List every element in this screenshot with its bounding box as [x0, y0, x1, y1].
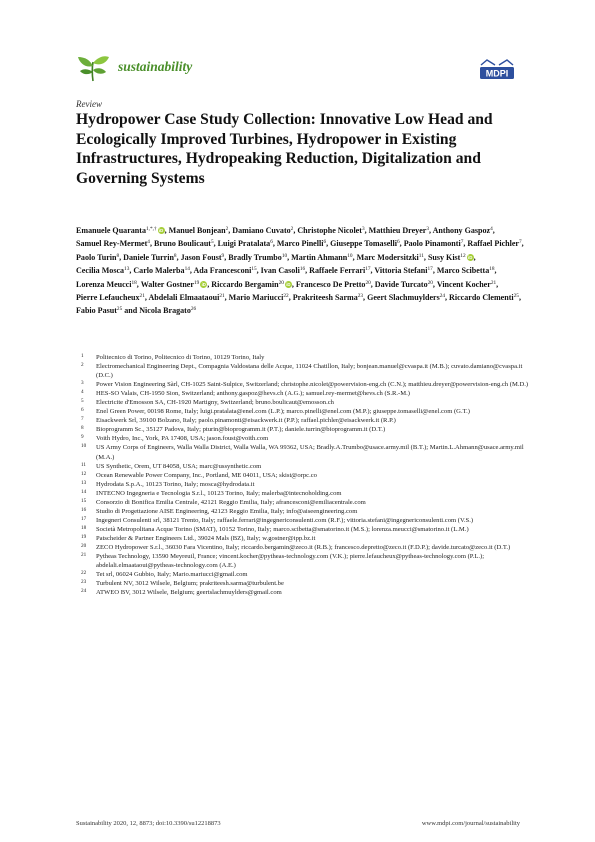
author-name-text: Christophe Nicolet — [297, 226, 362, 235]
author-affiliation-marker: 9 — [221, 252, 225, 259]
affiliation-number: 22 — [81, 570, 87, 577]
author-affiliation-marker: 3 — [426, 226, 430, 232]
author-affiliation-marker: 2 — [290, 226, 294, 232]
author-name-text: Lorenza Meucci — [76, 279, 132, 289]
author-name-text: Emanuele Quaranta — [76, 226, 146, 235]
author-name-text: Manuel Bonjean — [168, 226, 226, 235]
author-name-text: Cecilia Mosca — [76, 266, 125, 276]
author-list: Emanuele Quaranta$^{1,*,\dagger}$ iD, Manuel Bonjean$^2$, Damiano Cuvato$^2$, Christophe Nicolet$^3$, Matthieu Dreyer$^3$, Anthony Gaspoz$^4$, Samuel Rey-Mermet$^4$, Bruno Boulicaut$^5$, Luigi Pratalata$^6$, Marco Pinelli$^6$, Giuseppe Tomaselli$^6$, Paolo Pinamonti$^7$, Raffael Pichler$^7$, Paolo Turin$^8$, Daniele Turrin$^8$, Jason Foust$^9$, Bradly Trumbo$^{10}$, Martin Ahmann$^{10}$, Marc Modersitzki$^{11}$, Susy Kist$^{12}$ iD, Cecilia Mosca$^{13}$, Carlo Malerba$^{14}$, Ada Francesconi$^{15}$, Ivan Casoli$^{16}$, Raffaele Ferrari$^{17}$, Vittoria Stefani$^{17}$, Marco Scibetta$^{18}$, Lorenza Meucci$^{18}$, Walter Gostner$^{19}$ iD, Riccardo Bergamin$^{20}$ iD, Francesco De Pretto$^{20}$, Davide Turcato$^{20}$, Vincent Kocher$^{21}$, Pierre Lefaucheux$^{21}$, Abdelali Elmaataoui$^{21}$, Mario Mariucci$^{22}$, Prakriteesh Sarma$^{23}$, Geert Slachmuylders$^{24}$, Riccardo Clementi$^{25}$, Fabio Pasut$^{25}$ and Nicola Bragato$^{26}$ — [76, 226, 524, 316]
author-affiliation-marker: 25 — [513, 293, 519, 300]
author-name-text: Fabio Pasut — [76, 306, 117, 316]
author-name-text: Francesco De Pretto — [295, 279, 366, 289]
affiliation-item — [76, 588, 531, 597]
orcid-icon[interactable]: iD — [286, 281, 291, 287]
affiliation-text: Società Metropolitana Acque Torino (SMAT), 10152 Torino, Italy; marco.scibetta@smatorino.it (M.S.); lorenza.meucci@smatorino.it (L.M.) — [96, 525, 469, 533]
affiliation-number: 3 — [81, 380, 84, 387]
author-name-text: Martin Ahmann — [291, 252, 348, 262]
affiliation-number: 4 — [81, 389, 84, 396]
affiliation-list — [76, 353, 531, 597]
author-name-text: Susy Kist — [427, 252, 461, 262]
author-affiliation-marker: 6 — [397, 239, 400, 246]
author-name — [232, 226, 293, 235]
mdpi-logo-text: MDPI — [485, 68, 509, 79]
author-name — [375, 280, 433, 289]
author-affiliation-marker: 22 — [283, 293, 289, 300]
author-affiliation-marker: 21 — [219, 293, 225, 300]
author-name — [211, 280, 292, 289]
author-affiliation-marker: 14 — [184, 266, 190, 273]
affiliation-item — [76, 416, 531, 425]
author-affiliation-marker: 4 — [147, 239, 150, 246]
affiliation-text: US Synthetic, Orem, UT 84058, USA; marc@ussynthetic.com — [96, 462, 262, 470]
author-affiliation-marker: 16 — [299, 266, 306, 273]
author-name — [218, 239, 273, 248]
affiliation-text: US Army Corps of Engineers, Walla Walla District, Walla Walla, WA 99362, USA; Bradly.A.Trumbo@usace.army.mil (B.T.); Martin.L.Ahmann@usace.army.mil (M.A.) — [96, 444, 524, 461]
affiliation-item — [76, 579, 531, 588]
affiliation-text: Electricite d'Emosson SA, CH-1920 Martigny, Switzerland; bruno.boulicaut@emosson.ch — [96, 399, 334, 407]
author-affiliation-marker: 2 — [225, 226, 229, 232]
article-type: Review — [76, 99, 102, 109]
author-affiliation-marker: 7 — [519, 239, 522, 246]
affiliation-item — [76, 462, 531, 471]
author-affiliation-marker: 12 — [460, 252, 466, 259]
affiliation-item — [76, 362, 531, 380]
journal-header — [76, 52, 526, 82]
author-affiliation-marker: 20 — [427, 279, 433, 286]
author-name-text: Marco Pinelli — [276, 239, 324, 249]
affiliation-item — [76, 389, 531, 398]
orcid-icon[interactable]: iD — [201, 281, 206, 287]
affiliation-number: 9 — [81, 434, 84, 441]
journal-name: sustainability — [118, 59, 193, 74]
author-affiliation-marker: 21 — [490, 279, 497, 286]
author-affiliation-marker: 20 — [278, 279, 284, 286]
affiliation-text: Ocean Renewable Power Company, Inc., Portland, ME 04011, USA; skist@orpc.co — [96, 471, 317, 479]
author-name — [76, 226, 165, 235]
affiliation-number: 19 — [81, 533, 87, 540]
author-name-text: Giuseppe Tomaselli — [330, 239, 397, 249]
affiliation-item — [76, 398, 531, 407]
author-name — [261, 266, 305, 275]
author-name — [374, 266, 432, 275]
author-name — [357, 253, 424, 262]
affiliation-text: Voith Hydro, Inc., York, PA 17408, USA; jason.foust@voith.com — [96, 435, 269, 443]
author-name-text: Abdelali Elmaataoui — [148, 293, 220, 303]
affiliation-item — [76, 534, 531, 543]
affiliation-number: 20 — [81, 542, 87, 549]
author-name-text: Geert Slachmuylders — [367, 293, 440, 303]
author-name-text: Marco Scibetta — [436, 266, 490, 276]
author-affiliation-marker: 3 — [361, 226, 365, 232]
author-name-text: Daniele Turrin — [123, 252, 174, 262]
affiliation-text: Patscheider & Partner Engineers Ltd., 39024 Mals (BZ), Italy; w.gostner@ipp.bz.it — [96, 534, 316, 542]
author-name-text: Luigi Pratalata — [217, 239, 271, 249]
author-name — [228, 253, 287, 262]
citation-line: Sustainability 2020, 12, 8873; doi:10.3390/su12218873 — [76, 820, 221, 827]
affiliation-number: 6 — [81, 407, 84, 414]
author-name — [309, 266, 370, 275]
author-affiliation-marker: 11 — [418, 252, 424, 259]
author-affiliation-marker: 8 — [173, 252, 177, 259]
author-affiliation-marker: 26 — [190, 306, 197, 313]
author-affiliation-marker: 6 — [270, 239, 273, 246]
author-name — [139, 306, 196, 315]
author-affiliation-marker: 10 — [281, 252, 288, 259]
mdpi-logo-icon — [477, 56, 517, 82]
author-name-text: Paolo Turin — [76, 252, 117, 262]
author-affiliation-marker: 17 — [427, 266, 433, 273]
affiliation-item — [76, 407, 531, 416]
author-affiliation-marker: 15 — [251, 266, 257, 273]
author-name-text: Ada Francesconi — [193, 266, 252, 276]
author-name — [181, 253, 225, 262]
author-affiliation-marker: 23 — [357, 293, 364, 300]
affiliation-item — [76, 507, 531, 516]
author-name-text: Bradly Trumbo — [228, 252, 282, 262]
author-name-text: Bruno Boulicaut — [153, 239, 211, 249]
affiliation-item — [76, 498, 531, 507]
author-name — [76, 293, 145, 302]
author-name — [369, 226, 429, 235]
author-name — [428, 253, 474, 262]
author-name — [433, 226, 493, 235]
affiliation-text: Power Vision Engineering Sàrl, CH-1025 Saint-Sulpice, Switzerland; christophe.nicolet@powervision-eng.ch (C.N.); matthieu.dreyer@powervision-eng.ch (M.D.) — [96, 381, 529, 389]
author-name-text: Riccardo Bergamin — [211, 279, 279, 289]
affiliation-number: 10 — [81, 443, 87, 450]
author-name — [449, 293, 519, 302]
author-name — [123, 253, 176, 262]
affiliation-item — [76, 380, 531, 389]
affiliation-number: 16 — [81, 506, 87, 513]
affiliation-number: 8 — [81, 425, 84, 432]
author-affiliation-marker: 6 — [323, 239, 327, 246]
affiliation-number: 12 — [81, 470, 87, 477]
author-name-text: Vittoria Stefani — [374, 266, 428, 276]
author-name — [330, 239, 400, 248]
affiliation-item — [76, 443, 531, 461]
journal-url: www.mdpi.com/journal/sustainability — [421, 820, 520, 827]
author-name-text: Paolo Pinamonti — [403, 239, 461, 249]
author-name-text: Raffaele Ferrari — [309, 266, 366, 276]
author-name — [277, 239, 326, 248]
affiliation-text: Electromechanical Engineering Dept., Compagnia Valdostana delle Acque, 11024 Chatillon, Italy; bonjean.manuel@cvaspa.it (M.B.); cuvato.damiano@cvaspa.it (D.C.) — [96, 363, 523, 380]
author-affiliation-marker: 18 — [131, 279, 137, 286]
affiliation-number: 24 — [81, 588, 87, 595]
author-name — [148, 293, 224, 302]
affiliation-text: Eisackwerk Srl, 39100 Bolzano, Italy; paolo.pinamonti@eisackwerk.it (P.P.); raffael.pichler@eisackwerk.it (R.P.) — [96, 417, 396, 425]
affiliation-text: ZECO Hydropower S.r.l., 36030 Fara Vicentino, Italy; riccardo.bergamin@zeco.it (R.B.); francesco.depretto@zeco.it (F.D.P.); davide.turcato@zeco.it (D.T.) — [96, 543, 511, 551]
author-name-text: Marc Modersitzki — [356, 252, 419, 262]
author-name — [367, 293, 445, 302]
affiliation-number: 1 — [81, 353, 84, 359]
affiliation-number: 7 — [81, 416, 84, 423]
affiliation-item — [76, 552, 531, 570]
author-name — [293, 293, 363, 302]
affiliation-number: 23 — [81, 579, 87, 586]
article-title: Hydropower Case Study Collection: Innovative Low Head and Ecologically Improved Turbines, Hydropower in Existing Infrastructures, Hydropeaking Reduction, Digitalization and Governing Systems — [76, 111, 493, 187]
author-name — [169, 226, 229, 235]
affiliation-number: 15 — [81, 497, 87, 504]
author-affiliation-marker: 13 — [124, 266, 130, 273]
author-name-text: Nicola Bragato — [139, 306, 191, 316]
author-affiliation-marker: 20 — [365, 279, 371, 286]
affiliation-item — [76, 353, 531, 362]
author-affiliation-marker: 7 — [460, 239, 464, 246]
author-name — [229, 293, 289, 302]
author-affiliation-marker: 24 — [439, 293, 446, 300]
affiliation-item — [76, 489, 531, 498]
author-affiliation-marker: 10 — [347, 252, 353, 259]
author-name-text: Walter Gostner — [140, 279, 194, 289]
author-name — [154, 239, 214, 248]
affiliation-item — [76, 471, 531, 480]
author-name — [76, 266, 129, 275]
author-affiliation-marker: 5 — [210, 239, 214, 246]
affiliation-number: 11 — [81, 461, 86, 468]
affiliation-number: 18 — [81, 524, 87, 531]
author-name-text: Riccardo Clementi — [449, 293, 514, 303]
author-affiliation-marker: 8 — [116, 252, 120, 259]
affiliation-item — [76, 516, 531, 525]
affiliation-text: Politecnico di Torino, Politecnico di Torino, 10129 Torino, Italy — [96, 354, 265, 361]
author-name — [467, 239, 521, 248]
affiliation-item — [76, 570, 531, 579]
author-name-text: Matthieu Dreyer — [368, 226, 427, 235]
affiliation-number: 21 — [81, 552, 87, 559]
affiliation-text: Consorzio di Bonifica Emilia Centrale, 42121 Reggio Emilia, Italy; afrancesconi@emiliacentrale.com — [96, 498, 366, 506]
author-name — [133, 266, 189, 275]
affiliation-item — [76, 543, 531, 552]
affiliation-text: INTECNO Ingegneria e Tecnologia S.r.l., 10123 Torino, Italy; malerba@intecnoholding.com — [96, 489, 342, 497]
author-name — [297, 226, 364, 235]
author-name-text: Davide Turcato — [374, 279, 428, 289]
orcid-icon[interactable]: iD — [158, 228, 164, 233]
author-name-text: Raffael Pichler — [467, 239, 520, 249]
author-name — [76, 280, 137, 289]
author-name — [76, 253, 119, 262]
affiliation-number: 13 — [81, 479, 87, 486]
author-name-text: Ivan Casoli — [260, 266, 300, 276]
affiliation-text: Bioprogramm Sc., 35127 Padova, Italy; pturin@bioprogramm.it (P.T.); daniele.turrin@bioprogramm.it (D.T.) — [96, 426, 386, 434]
affiliation-item — [76, 425, 531, 434]
author-name-text: Damiano Cuvato — [232, 226, 291, 235]
affiliation-text: HES-SO Valais, CH-1950 Sion, Switzerland; anthony.gaspoz@hevs.ch (A.G.); samuel.rey-mermet@hevs.ch (S.R.-M.) — [96, 390, 410, 398]
author-name-text: Prakriteesh Sarma — [292, 293, 358, 303]
author-name-text: Vincent Kocher — [436, 279, 491, 289]
affiliation-number: 5 — [81, 398, 84, 405]
affiliation-text: Turbulent NV, 3012 Wilsele, Belgium; prakriteesh.sarma@turbulent.be — [96, 580, 284, 588]
author-name — [437, 266, 495, 275]
affiliation-text: Ingegneri Consulenti srl, 38121 Trento, Italy; raffaele.ferrari@ingegnericonsulenti.com (R.F.); vittoria.stefani@ingegnericonsulenti.com (V.S.) — [96, 516, 474, 524]
author-name — [437, 280, 496, 289]
affiliation-text: Enel Green Power, 00198 Rome, Italy; luigi.pratalata@enel.com (L.P.); marco.pinelli@enel.com (M.P.); giuseppe.tomaselli@enel.com (G.T.) — [96, 408, 470, 416]
affiliation-text: Hydrodata S.p.A., 10123 Torino, Italy; mosca@hydrodata.it — [96, 480, 255, 488]
author-name-text: Mario Mariucci — [228, 293, 284, 303]
author-name — [404, 239, 464, 248]
author-name-text: Samuel Rey-Mermet — [76, 239, 148, 249]
author-affiliation-marker: 1,*,† — [145, 226, 157, 232]
author-name — [76, 306, 122, 315]
author-affiliation-marker: 19 — [193, 279, 200, 286]
author-affiliation-marker: 17 — [365, 266, 371, 273]
affiliation-text: Studio di Progettazione AISE Engineering, 42123 Reggio Emilia, Italy; info@aiseengineering.com — [96, 507, 358, 515]
affiliation-number: 2 — [81, 362, 84, 369]
author-name — [141, 280, 208, 289]
affiliation-text: ATWEO BV, 3012 Wilsele, Belgium; geertslachmuylders@gmail.com — [96, 589, 282, 597]
author-name — [193, 266, 256, 275]
author-affiliation-marker: 18 — [489, 266, 495, 273]
author-affiliation-marker: 21 — [139, 293, 145, 300]
affiliation-number: 17 — [81, 515, 87, 522]
author-name-text: Pierre Lefaucheux — [76, 293, 140, 303]
affiliation-text: Pytheas Technology, 13590 Meyreuil, France; vincent.kocher@pytheas-technology.com (V.K.); pierre.lefaucheux@pytheas-technology.com (P.L.); abdelali.elmaataoui@pytheas-technology.com (A.E.) — [96, 553, 485, 570]
author-name-text: Jason Foust — [180, 252, 222, 262]
author-name-text: Carlo Malerba — [133, 266, 185, 276]
affiliation-item — [76, 525, 531, 534]
author-affiliation-marker: 4 — [490, 226, 493, 232]
author-name — [76, 239, 150, 248]
affiliation-text: Tet srl, 06024 Gubbio, Italy; Mario.mariucci@gmail.com — [96, 571, 248, 579]
affiliation-item — [76, 434, 531, 443]
author-name-text: Anthony Gaspoz — [432, 226, 491, 235]
author-affiliation-marker: 25 — [116, 306, 123, 313]
sprout-leaves-icon — [76, 52, 110, 82]
affiliation-number: 14 — [81, 488, 87, 495]
orcid-icon[interactable]: iD — [468, 254, 473, 260]
author-name — [296, 280, 371, 289]
author-name — [291, 253, 352, 262]
affiliation-item — [76, 480, 531, 489]
